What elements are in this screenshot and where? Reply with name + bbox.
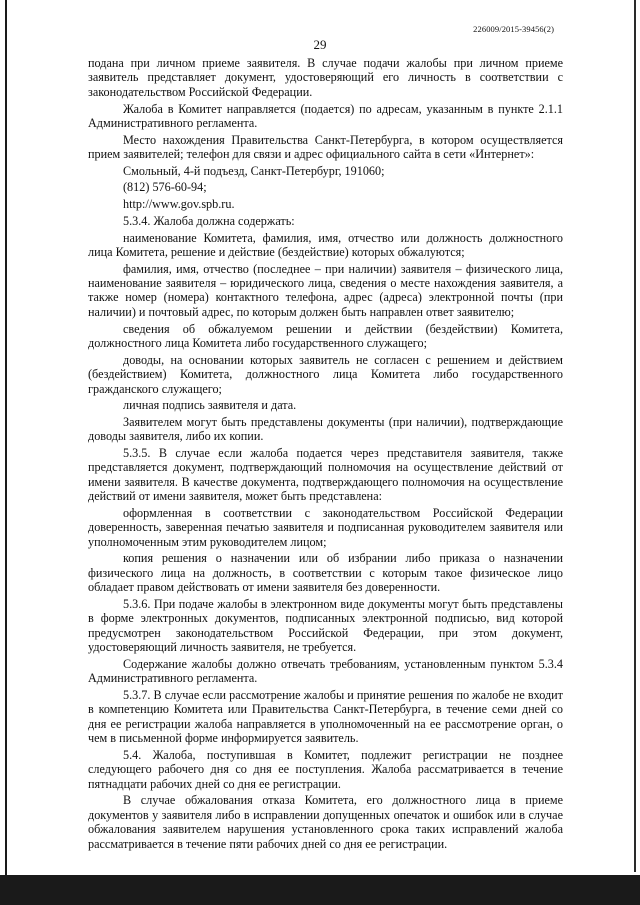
- paragraph: доводы, на основании которых заявитель не согласен с решением и действием (бездействием) Комитета, должностного лица Комитета либо государственного гражданского служащего;: [88, 352, 563, 396]
- paragraph: оформленная в соответствии с законодательством Российской Федерации доверенность, заверенная печатью заявителя и подписанная руководителем заявителя или уполномоченным этим руководителем лицом;: [88, 505, 563, 549]
- paragraph: В случае обжалования отказа Комитета, его должностного лица в приеме документов у заявителя либо в исправлении допущенных опечаток и ошибок или в случае обжалования заявителем нарушения установленного срока таких исправлений жалоба рассматривается в течение пяти рабочих дней со дня ее регистрации.: [88, 793, 563, 851]
- paragraph: фамилия, имя, отчество (последнее – при наличии) заявителя – физического лица, наименование заявителя – юридического лица, сведения о месте нахождения заявителя, а также номер (номера) контактного телефона, адрес (адреса) электронной почты (при наличии) и почтовый адрес, по которым должен быть направлен ответ заявителю;: [88, 261, 563, 319]
- page-number: 29: [313, 37, 327, 52]
- paragraph: подана при личном приеме заявителя. В случае подачи жалобы при личном приеме заявитель представляет документ, удостоверяющий его личность в соответствии с законодательством Российской Федерации.: [88, 56, 563, 99]
- paragraph: копия решения о назначении или об избрании либо приказа о назначении физического лица на должность, в соответствии с которым такое физическое лицо обладает правом действовать от имени заявителя без доверенности.: [88, 551, 563, 595]
- scan-bottom-border: [0, 875, 640, 905]
- paragraph: Место нахождения Правительства Санкт-Петербурга, в котором осуществляется прием заявителей; телефон для связи и адрес официального сайта в сети «Интернет»:: [88, 132, 563, 162]
- document-id: 226009/2015-39456(2): [473, 24, 554, 34]
- paragraph: Заявителем могут быть представлены документы (при наличии), подтверждающие доводы заявителя, либо их копии.: [88, 414, 563, 444]
- paragraph: сведения об обжалуемом решении и действии (бездействии) Комитета, должностного лица Комитета либо государственного служащего;: [88, 321, 563, 350]
- paragraph: 5.3.5. В случае если жалоба подается через представителя заявителя, также представляется документ, подтверждающий полномочия на осуществление действий от имени заявителя. В качестве документа, подтверждающего полномочия на осуществление действий от имени заявителя, может быть представлена:: [88, 446, 563, 504]
- paragraph: 5.3.6. При подаче жалобы в электронном виде документы могут быть представлены в форме электронных документов, подписанных электронной подписью, вид которой предусмотрен законодательством Российской Федерации, при этом документ, удостоверяющий личность заявителя, не требуется.: [88, 596, 563, 655]
- scan-right-border: [634, 0, 636, 872]
- paragraph: http://www.gov.spb.ru.: [123, 197, 235, 212]
- scan-left-border: [5, 0, 7, 905]
- paragraph: 5.4. Жалоба, поступившая в Комитет, подлежит регистрации не позднее следующего рабочего дня со дня ее поступления. Жалоба рассматривается в течение пятнадцати рабочих дней со дня ее регистрации.: [88, 747, 563, 791]
- paragraph: (812) 576-60-94;: [123, 180, 207, 195]
- paragraph: наименование Комитета, фамилия, имя, отчество или должность должностного лица Комитета, решение и действие (бездействие) которых обжалуются;: [88, 230, 563, 259]
- paragraph: 5.3.7. В случае если рассмотрение жалобы и принятие решения по жалобе не входит в компетенцию Комитета или Правительства Санкт-Петербурга, в течение семи дней со дня ее регистрации жалоба направляется в уполномоченный на ее рассмотрение орган, о чем в письменной форме информируется заявитель.: [88, 688, 563, 746]
- document-body: [88, 56, 563, 853]
- paragraph: личная подпись заявителя и дата.: [123, 398, 297, 413]
- paragraph: 5.3.4. Жалоба должна содержать:: [123, 213, 295, 228]
- paragraph: Содержание жалобы должно отвечать требованиям, установленным пунктом 5.3.4 Административного регламента.: [88, 656, 563, 686]
- paragraph: Смольный, 4-й подъезд, Санкт-Петербург, 191060;: [123, 163, 385, 178]
- paragraph: Жалоба в Комитет направляется (подается) по адресам, указанным в пункте 2.1.1 Административного регламента.: [88, 101, 563, 130]
